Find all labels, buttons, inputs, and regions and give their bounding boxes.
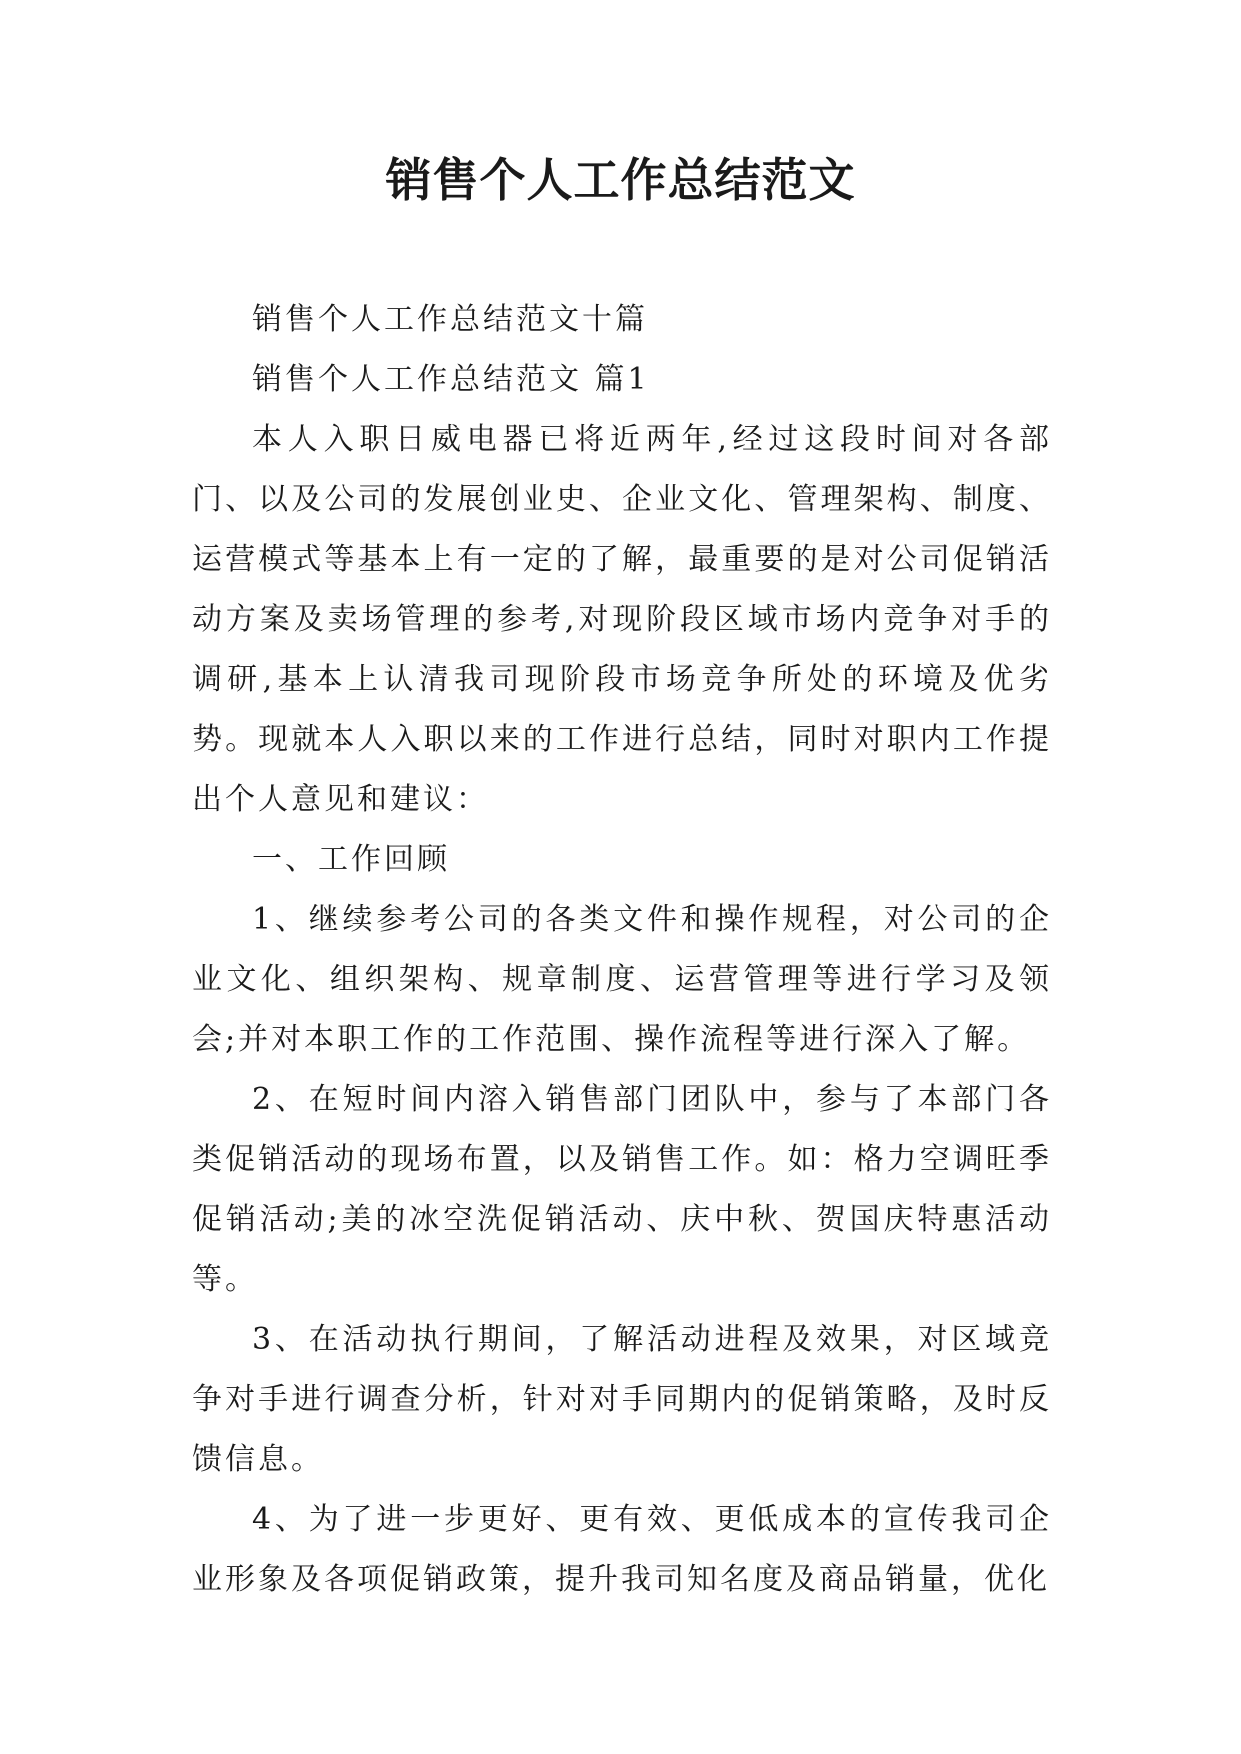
body-paragraph: 4、为了进一步更好、更有效、更低成本的宣传我司企业形象及各项促销政策，提升我司知名度及商品销量，优化 xyxy=(192,1502,1052,1597)
body-paragraph: 本人入职日威电器已将近两年,经过这段时间对各部门、以及公司的发展创业史、企业文化、管理架构、制度、运营模式等基本上有一定的了解，最重要的是对公司促销活动方案及卖场管理的参考,对现阶段区域市场内竞争对手的调研,基本上认清我司现阶段市场竞争所处的环境及优劣势。现就本人入职以来的工作进行总结，同时对职内工作提出个人意见和建议： xyxy=(192,422,1052,817)
body-paragraph: 3、在活动执行期间，了解活动进程及效果，对区域竞争对手进行调查分析，针对对手同期内的促销策略，及时反馈信息。 xyxy=(192,1322,1052,1477)
section-heading: 销售个人工作总结范文 篇1 xyxy=(252,362,650,397)
body-paragraph: 1、继续参考公司的各类文件和操作规程，对公司的企业文化、组织架构、规章制度、运营管理等进行学习及领会;并对本职工作的工作范围、操作流程等进行深入了解。 xyxy=(192,902,1052,1057)
document-title: 销售个人工作总结范文 xyxy=(385,153,856,207)
body-paragraph: 2、在短时间内溶入销售部门团队中，参与了本部门各类促销活动的现场布置，以及销售工作。如：格力空调旺季促销活动;美的冰空洗促销活动、庆中秋、贺国庆特惠活动等。 xyxy=(192,1082,1052,1297)
document-body xyxy=(192,290,1052,1610)
section-heading: 一、工作回顾 xyxy=(252,842,450,877)
subtitle-paragraph: 销售个人工作总结范文十篇 xyxy=(252,302,648,337)
